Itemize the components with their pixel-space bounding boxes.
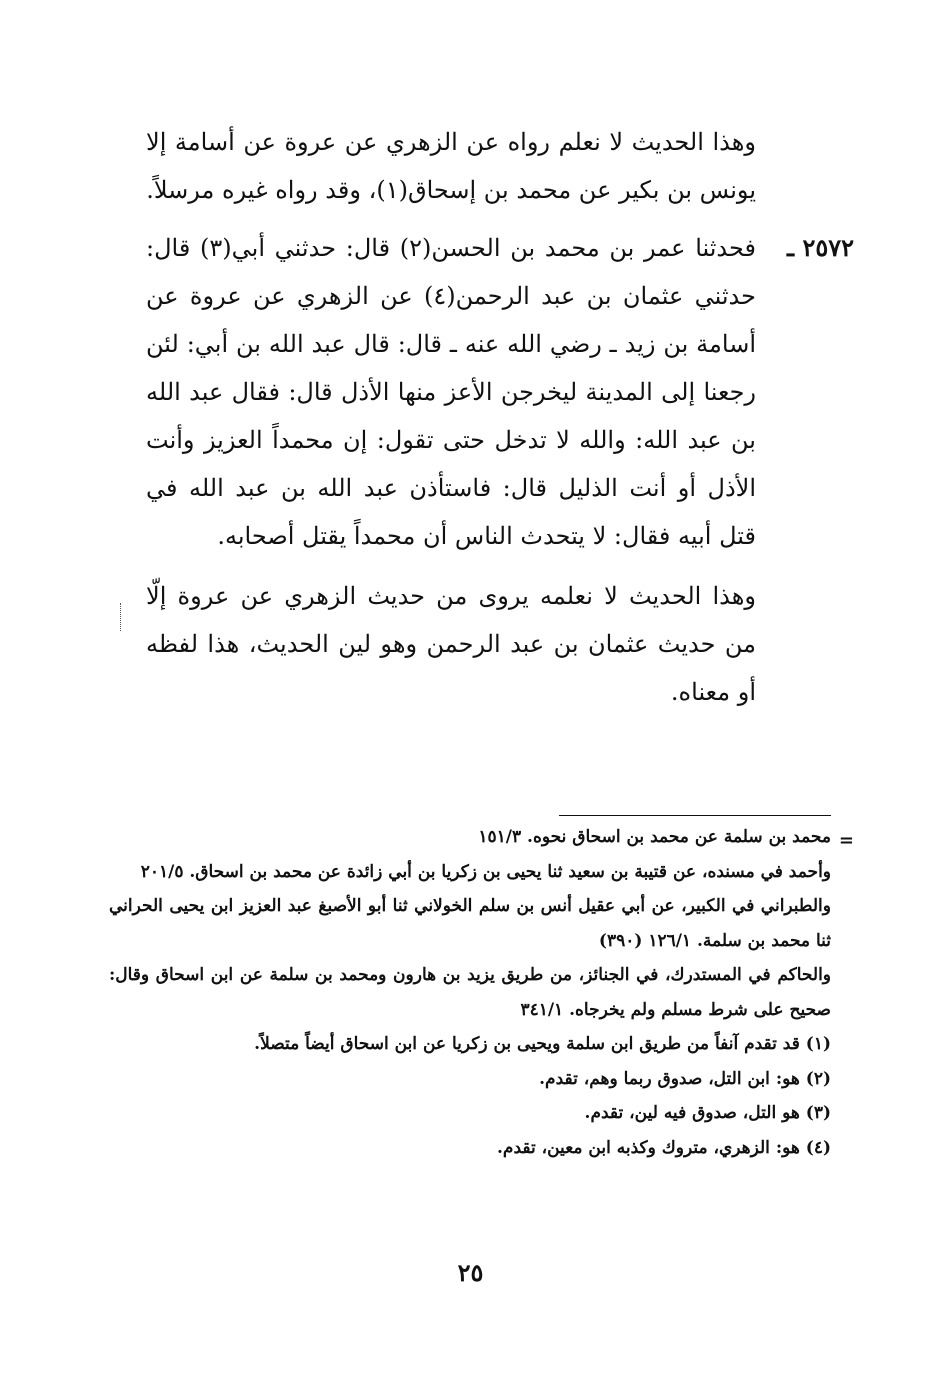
page-number: ٢٥ (457, 1258, 484, 1287)
footnote-1: (١) قد تقدم آنفاً من طريق ابن سلمة ويحيى بن زكريا عن ابن اسحاق أيضاً متصلاً. (254, 1034, 831, 1054)
footnote-continuation-line: محمد بن سلمة عن محمد بن اسحاق نحوه. ١٥١/٣ (478, 827, 831, 847)
closing-paragraph: وهذا الحديث لا نعلمه يروى من حديث الزهري عن عروة إلّا من حديث عثمان بن عبد الرحمن وهو لين الحديث، هذا لفظه أو معناه. (146, 582, 756, 706)
footnote-2: (٢) هو: ابن التل، صدوق ربما وهم، تقدم. (539, 1068, 831, 1089)
hadith-number: ٢٥٧٢ ـ (787, 233, 854, 262)
footnotes-block (109, 820, 854, 1165)
hadith-text: فحدثنا عمر بن محمد بن الحسن(٢) قال: حدثني أبي(٣) قال: حدثني عثمان بن عبد الرحمن(٤) عن الزهري عن عروة عن أسامة بن زيد ـ رضي الله عنه ـ قال: قال عبد الله بن أبي: لئن رجعنا إلى المدينة ليخرجن الأعز منها الأذل قال: فقال عبد الله بن عبد الله: والله لا تدخل حتى تقول: إن محمداً العزيز وأنت الأذل أو أنت الذليل قال: فاستأذن عبد الله بن عبد الله في قتل أبيه فقال: لا يتحدث الناس أن محمداً يقتل أصحابه. (146, 234, 757, 550)
footnote-continuation-line: والحاكم في المستدرك، في الجنائز، من طريق يزيد بن هارون ومحمد بن سلمة عن ابن اسحاق وقال: صحيح على شرط مسلم ولم يخرجاه. ٣٤١/١ (109, 965, 831, 1020)
main-text-block (146, 118, 854, 726)
footnote-list (109, 1027, 831, 1165)
footnote-continuation-line: وأحمد في مسنده، عن قتيبة بن سعيد ثنا يحيى بن زكريا بن أبي زائدة عن محمد بن اسحاق. ٢٠١/٥ (140, 861, 831, 882)
footnote-4: (٤) هو: الزهري، متروك وكذبه ابن معين، تقدم. (497, 1137, 831, 1158)
hadith-entry (146, 224, 854, 560)
footnote-separator (559, 815, 831, 816)
footnote-continuation (109, 820, 831, 1027)
footnote-3: (٣) هو التل، صدوق فيه لين، تقدم. (584, 1103, 831, 1123)
margin-mark (120, 603, 121, 631)
footnote-continued-mark: = (838, 830, 854, 851)
footnote-continuation-line: والطبراني في الكبير، عن أبي عقيل أنس بن سلم الخولاني ثنا أبو الأصبغ عبد العزيز ابن يحيى الحراني ثنا محمد بن سلمة. ١٢٦/١ (٣٩٠) (109, 896, 831, 951)
intro-paragraph: وهذا الحديث لا نعلم رواه عن الزهري عن عروة عن أسامة إلا يونس بن بكير عن محمد بن إسحاق(١)، وقد رواه غيره مرسلاً. (146, 128, 756, 204)
